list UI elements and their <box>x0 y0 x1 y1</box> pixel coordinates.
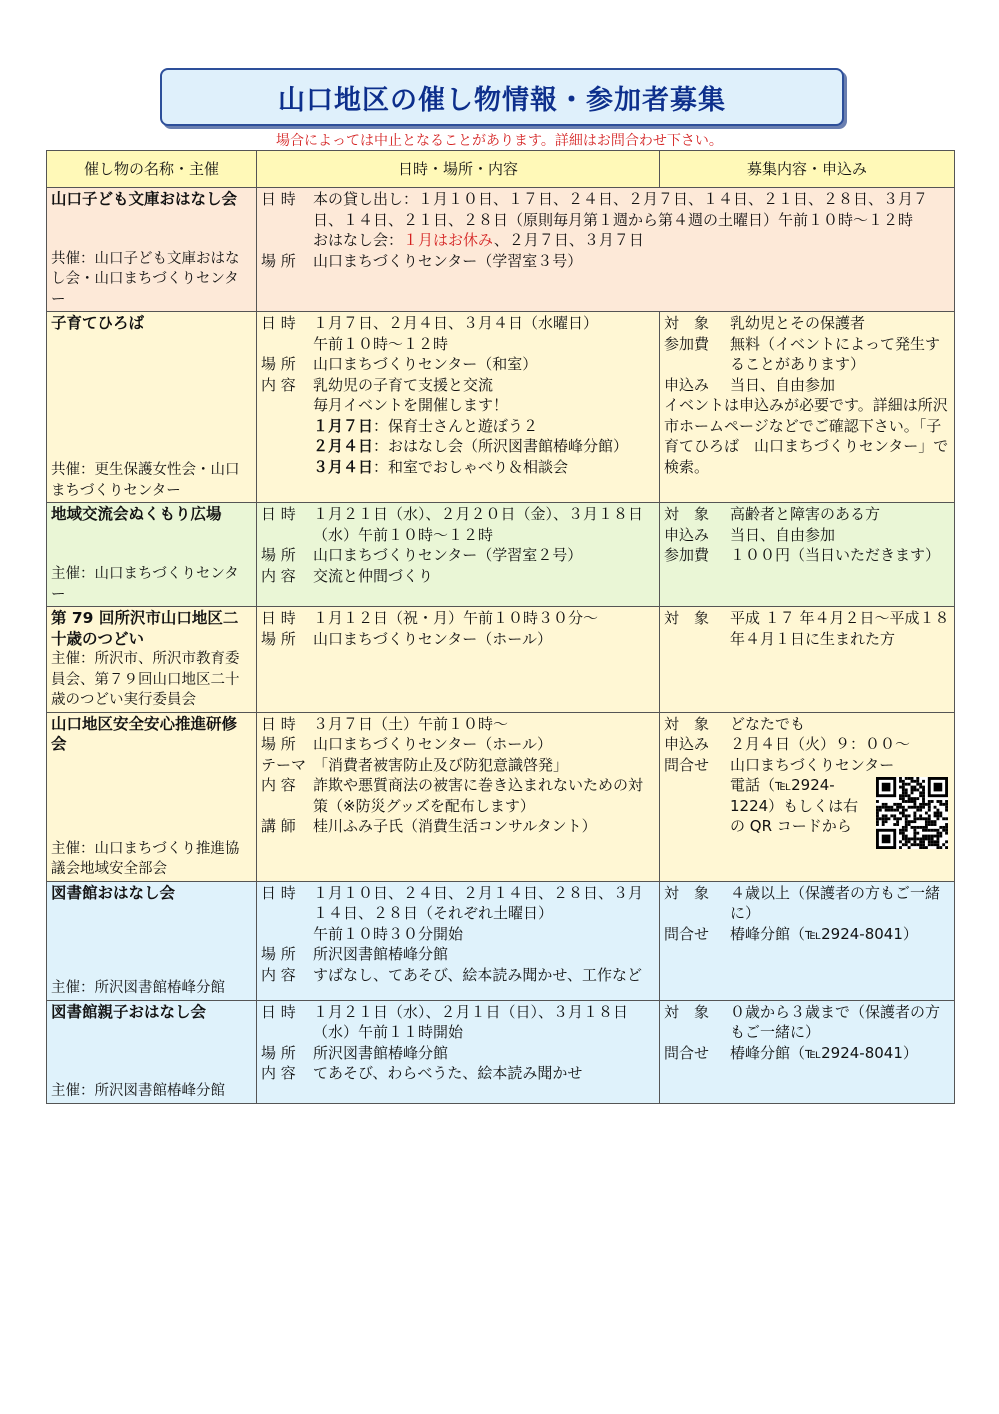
detail-line <box>664 375 950 396</box>
detail-text: 詐欺や悪質商法の被害に巻き込まれないための対策（※防災グッズを配布します） <box>313 776 644 815</box>
detail-label: 日 時 <box>261 1002 296 1021</box>
event-details-cell <box>257 188 955 312</box>
detail-text: 午前１０時３０分開始 <box>313 924 464 943</box>
event-details-cell <box>257 712 660 881</box>
detail-text: 午前１０時～１２時 <box>313 334 449 353</box>
event-details-cell <box>257 503 660 607</box>
detail-line <box>664 1043 950 1064</box>
detail-label: 参加費 <box>664 546 710 564</box>
detail-label: 日 時 <box>261 190 296 208</box>
detail-line <box>261 1002 655 1043</box>
detail-suffix: ：おはなし会（所沢図書館椿峰分館） <box>373 437 629 455</box>
detail-text: 毎月イベントを開催します！ <box>313 396 509 414</box>
detail-label: 場 所 <box>261 546 296 564</box>
detail-text: 山口まちづくりセンター（学習室３号） <box>313 251 583 270</box>
detail-line <box>261 189 950 230</box>
detail-suffix: ：保育士さんと遊ぼう２ <box>373 416 539 435</box>
event-recruit-cell <box>660 607 955 713</box>
event-recruit-cell <box>660 881 955 1000</box>
detail-label: 日 時 <box>261 609 296 627</box>
detail-line <box>664 504 950 525</box>
detail-highlight: １月はお休み <box>403 231 494 249</box>
detail-line <box>261 775 655 816</box>
detail-label <box>261 395 313 416</box>
event-name: 図書館おはなし会 <box>51 883 176 902</box>
qr-code-icon[interactable] <box>876 777 948 849</box>
detail-label: 対 象 <box>664 883 710 902</box>
recruit-note: イベントは申込みが必要です。詳細は所沢市ホームページなどでご確認下さい。「子育てひろば 山口まちづくりセンター」で検索。 <box>664 396 949 476</box>
detail-text: １月２１日（水）、２月２０日（金）、３月１８日（水）午前１０時～１２時 <box>313 505 644 544</box>
event-organizer: 主催：山口まちづくり推進協議会地域安全部会 <box>51 840 240 877</box>
event-date: ２月４日 <box>313 437 374 455</box>
detail-text <box>313 457 655 478</box>
detail-label: 対 象 <box>664 314 710 332</box>
detail-text: 所沢図書館椿峰分館 <box>313 1043 449 1062</box>
event-name: 山口子ども文庫おはなし会 <box>51 190 238 208</box>
detail-text: 桂川ふみ子氏（消費生活コンサルタント） <box>313 817 597 835</box>
detail-line <box>664 525 950 546</box>
detail-line <box>664 545 950 566</box>
detail-text: すばなし、てあそび、絵本読み聞かせ、工作など <box>313 965 642 984</box>
detail-text: １月１０日、２４日、２月１４日、２８日、３月１４日、２８日（それぞれ土曜日） <box>313 883 644 922</box>
detail-label: 申込み <box>664 525 710 544</box>
detail-line <box>261 375 655 396</box>
detail-text: 山口まちづくりセンター <box>730 755 895 774</box>
event-row <box>47 188 955 312</box>
detail-line <box>664 608 950 649</box>
detail-text <box>313 436 655 457</box>
detail-line <box>664 734 950 755</box>
title-banner <box>160 68 844 126</box>
detail-line <box>261 944 655 965</box>
contact-text: 電話（℡2924-1224）もしくは右の QR コードから <box>730 776 859 835</box>
event-name: 第 79 回所沢市山口地区二十歳のつどい <box>51 609 239 648</box>
detail-label: 場 所 <box>261 629 296 648</box>
detail-text: 当日、自由参加 <box>730 375 836 394</box>
detail-line <box>261 334 655 355</box>
detail-line <box>261 816 655 837</box>
detail-label <box>261 416 313 437</box>
detail-line <box>664 924 950 945</box>
detail-label: 場 所 <box>261 735 296 753</box>
detail-line <box>261 734 655 755</box>
event-name-cell <box>47 503 257 607</box>
detail-label: 講 師 <box>261 817 296 835</box>
detail-text: 椿峰分館（℡2924‐8041） <box>730 924 918 943</box>
detail-text: 山口まちづくりセンター（ホール） <box>313 735 552 753</box>
detail-line <box>261 416 655 437</box>
event-recruit-cell <box>660 1000 955 1103</box>
detail-line <box>664 714 950 735</box>
event-organizer: 共催：山口子ども文庫おはなし会・山口まちづくりセンター <box>51 250 240 308</box>
event-date: １月７日 <box>313 416 374 435</box>
detail-line <box>261 504 655 545</box>
event-organizer: 主催：山口まちづくりセンター <box>51 566 239 603</box>
detail-label <box>261 436 313 457</box>
detail-line <box>261 924 655 945</box>
detail-label: 日 時 <box>261 714 296 733</box>
detail-line <box>664 883 950 924</box>
event-recruit-cell <box>660 503 955 607</box>
detail-text: 所沢図書館椿峰分館 <box>313 945 449 963</box>
event-details-cell <box>257 607 660 713</box>
detail-text: １月７日、２月４日、３月４日（水曜日） <box>313 314 599 332</box>
detail-text <box>313 416 655 437</box>
event-row <box>47 1000 955 1103</box>
detail-label <box>261 924 313 945</box>
detail-text: てあそび、わらべうた、絵本読み聞かせ <box>313 1064 583 1082</box>
detail-label: 場 所 <box>261 251 296 270</box>
event-row <box>47 312 955 503</box>
page-title: 山口地区の催し物情報・参加者募集 <box>278 84 726 116</box>
detail-label: 内 容 <box>261 375 296 394</box>
detail-label: 内 容 <box>261 566 296 585</box>
event-details-cell <box>257 881 660 1000</box>
detail-label: テーマ <box>261 755 307 774</box>
detail-line <box>664 755 950 776</box>
detail-text: ２月４日（火）９：００～ <box>730 735 911 753</box>
detail-label: 問合せ <box>664 1043 710 1062</box>
detail-line <box>261 313 655 334</box>
event-organizer: 主催：所沢市、所沢市教育委員会、第７９回山口地区二十歳のつどい実行委員会 <box>51 651 240 708</box>
detail-line <box>261 230 950 251</box>
detail-text: 山口まちづくりセンター（学習室２号） <box>313 546 583 564</box>
detail-text: 「消費者被害防止及び防犯意識啓発」 <box>313 755 569 774</box>
detail-text: 無料（イベントによって発生することがあります） <box>730 334 941 373</box>
detail-text: 本の貸し出し：１月１０日、１７日、２４日、２月７日、１４日、２１日、２８日、３月７日、１４日、２１日、２８日（原則毎月第１週から第４週の土曜日）午前１０時～１２時 <box>313 190 929 229</box>
detail-text: 高齢者と障害のある方 <box>730 505 881 523</box>
detail-line <box>261 608 655 629</box>
detail-label: 場 所 <box>261 1043 296 1062</box>
detail-line <box>261 436 655 457</box>
event-organizer: 主催：所沢図書館椿峰分館 <box>51 980 225 996</box>
event-name-cell <box>47 881 257 1000</box>
recruit-label <box>664 775 730 849</box>
detail-text: ４歳以上（保護者の方もご一緒に） <box>730 883 941 922</box>
detail-text: 交流と仲間づくり <box>313 566 434 585</box>
detail-text: １月２１日（水）、２月１日（日）、３月１８日（水）午前１１時開始 <box>313 1002 629 1041</box>
detail-text: 椿峰分館（℡2924‐8041） <box>730 1043 918 1062</box>
detail-label: 対 象 <box>664 1002 710 1021</box>
header-recruitment: 募集内容・申込み <box>660 151 955 188</box>
detail-line <box>664 1002 950 1043</box>
detail-text: 乳幼児とその保護者 <box>730 314 866 332</box>
detail-label: 対 象 <box>664 505 710 523</box>
cancellation-notice: 場合によっては中止となることがあります。詳細はお問合わせ下さい。 <box>276 133 723 149</box>
table-header-row <box>47 151 955 188</box>
event-organizer: 共催：更生保護女性会・山口まちづくりセンター <box>51 462 240 499</box>
detail-prefix: おはなし会： <box>313 231 404 249</box>
detail-text: １００円（当日いただきます） <box>730 546 941 564</box>
detail-label: 日 時 <box>261 314 296 332</box>
detail-text: １月１２日（祝・月）午前１０時３０分～ <box>313 609 599 627</box>
events-table <box>46 150 955 1104</box>
detail-suffix: ：和室でおしゃべり＆相談会 <box>373 457 569 476</box>
detail-label: 内 容 <box>261 1064 296 1082</box>
detail-line <box>261 251 950 272</box>
event-row <box>47 607 955 713</box>
detail-line <box>261 545 655 566</box>
header-event-name: 催し物の名称・主催 <box>47 151 257 188</box>
event-name-cell <box>47 607 257 713</box>
detail-label: 参加費 <box>664 334 710 353</box>
event-date: ３月４日 <box>313 457 374 476</box>
event-row <box>47 503 955 607</box>
event-organizer: 主催：所沢図書館椿峰分館 <box>51 1083 225 1099</box>
detail-line <box>261 965 655 986</box>
event-name: 子育てひろば <box>51 314 145 332</box>
event-details-cell <box>257 312 660 503</box>
detail-label: 申込み <box>664 735 710 753</box>
detail-line <box>261 395 655 416</box>
recruit-text <box>730 775 950 849</box>
event-name-cell <box>47 1000 257 1103</box>
detail-text: 乳幼児の子育て支援と交流 <box>313 375 494 394</box>
event-name: 山口地区安全安心推進研修会 <box>51 714 238 753</box>
detail-label: 日 時 <box>261 883 296 902</box>
detail-line <box>261 629 655 650</box>
event-name-cell <box>47 312 257 503</box>
detail-text: ３月７日（土）午前１０時～ <box>313 714 509 733</box>
detail-text: ０歳から３歳まで（保護者の方もご一緒に） <box>730 1002 941 1041</box>
detail-text: どなたでも <box>730 714 806 733</box>
event-name: 図書館親子おはなし会 <box>51 1002 207 1021</box>
detail-line <box>664 313 950 334</box>
detail-label: 日 時 <box>261 505 296 523</box>
detail-label: 申込み <box>664 375 710 394</box>
detail-label: 内 容 <box>261 776 296 794</box>
detail-label: 問合せ <box>664 924 710 943</box>
event-recruit-cell <box>660 712 955 881</box>
header-datetime-place: 日時・場所・内容 <box>257 151 660 188</box>
detail-line <box>261 457 655 478</box>
event-name-cell <box>47 188 257 312</box>
detail-label: 対 象 <box>664 714 710 733</box>
detail-line <box>261 714 655 735</box>
detail-line <box>664 334 950 375</box>
detail-label: 場 所 <box>261 945 296 963</box>
detail-line <box>261 354 655 375</box>
detail-line <box>261 1063 655 1084</box>
detail-text: 山口まちづくりセンター（ホール） <box>313 629 552 648</box>
detail-text: 山口まちづくりセンター（和室） <box>313 355 538 373</box>
detail-line <box>261 1043 655 1064</box>
event-recruit-cell <box>660 312 955 503</box>
detail-label <box>261 230 313 251</box>
detail-suffix: 、２月７日、３月７日 <box>493 231 644 249</box>
event-name: 地域交流会ぬくもり広場 <box>51 505 222 523</box>
event-details-cell <box>257 1000 660 1103</box>
detail-text: 当日、自由参加 <box>730 525 836 544</box>
detail-label <box>261 334 313 355</box>
detail-line <box>261 755 655 776</box>
detail-label: 場 所 <box>261 355 296 373</box>
recruit-line <box>664 775 950 849</box>
detail-label: 内 容 <box>261 965 296 984</box>
detail-label: 問合せ <box>664 755 710 774</box>
detail-label: 対 象 <box>664 609 710 627</box>
detail-label <box>261 457 313 478</box>
event-row <box>47 881 955 1000</box>
detail-line <box>261 883 655 924</box>
event-name-cell <box>47 712 257 881</box>
detail-text: 平成 １７ 年４月２日～平成１８年４月１日に生まれた方 <box>730 609 950 648</box>
detail-line <box>261 566 655 587</box>
detail-text <box>313 230 950 251</box>
event-row <box>47 712 955 881</box>
